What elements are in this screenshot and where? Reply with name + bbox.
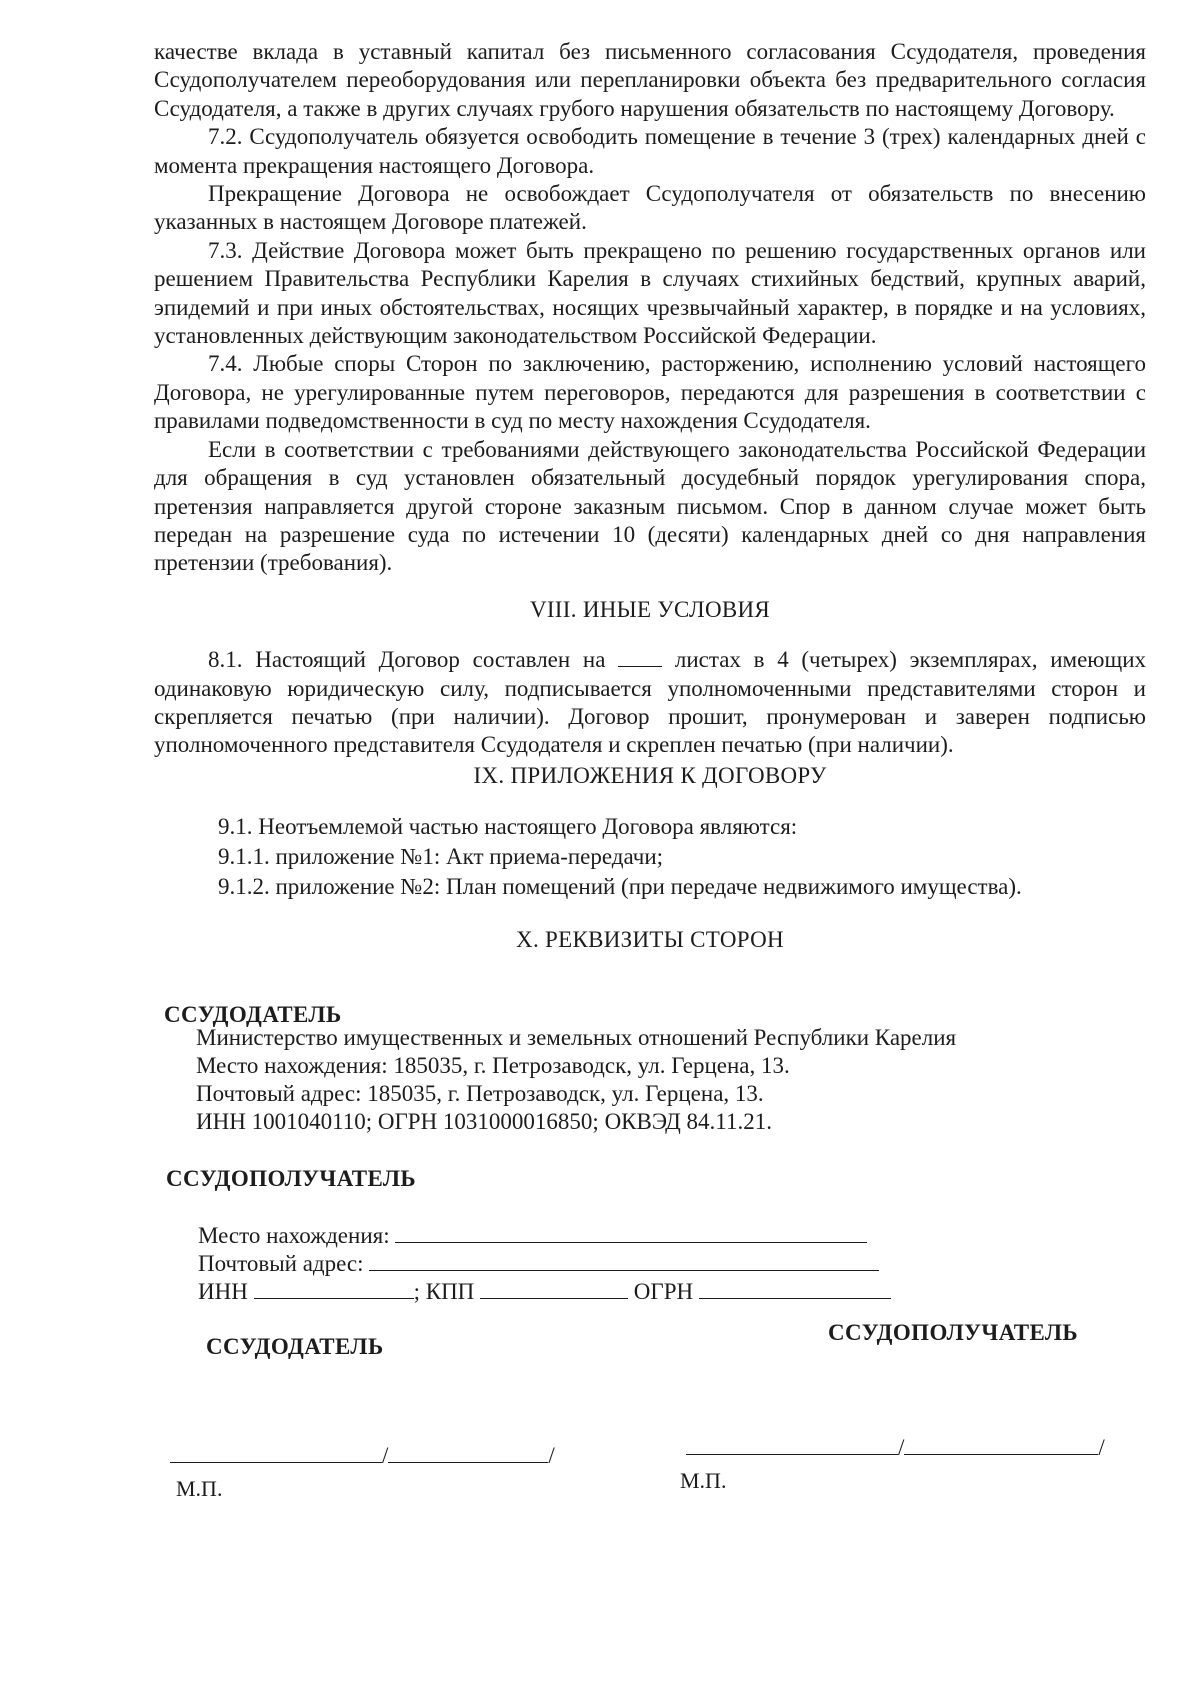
clause-9-1-1: 9.1.1. приложение №1: Акт приема-передачи; [218, 844, 664, 870]
lender-signature-end: / [548, 1443, 555, 1468]
clause-9-1: 9.1. Неотъемлемой частью настоящего Договора являются: [218, 814, 798, 840]
borrower-inn-line [254, 1278, 414, 1299]
borrower-postal-row [198, 1250, 891, 1278]
borrower-signature-separator: / [898, 1435, 905, 1460]
borrower-postal-line [369, 1250, 879, 1271]
borrower-kpp-line [480, 1278, 628, 1299]
clause-7-1-continuation: качестве вклада в уставный капитал без письменного согласования Ссудодателя, проведения Ссудополучателем переоборудования или перепланировки объекта без предварительного согласия Ссудодателя, а также в других случаях грубого нарушения обязательств по настоящему Договору. [154, 39, 1146, 121]
clause-7-2-note: Прекращение Договора не освобождает Ссудополучателя от обязательств по внесению указанных в настоящем Договоре платежей. [154, 181, 1146, 235]
clause-7-4-note: Если в соответствии с требованиями действующего законодательства Российской Федерации для обращения в суд установлен обязательный досудебный порядок урегулирования спора, претензия направляется другой стороне заказным письмом. Спор в данном случае может быть передан на разрешение суда по истечении 10 (десяти) календарных дней со дня направления претензии (требования). [154, 436, 1146, 576]
lender-postal-address: Почтовый адрес: 185035, г. Петрозаводск, ул. Герцена, 13. [196, 1081, 764, 1106]
section-heading-9: IX. ПРИЛОЖЕНИЯ К ДОГОВОРУ [473, 762, 827, 788]
borrower-inn-label: ИНН [198, 1279, 248, 1304]
clause-8-1-start: 8.1. Настоящий Договор составлен на [208, 647, 606, 673]
lender-location: Место нахождения: 185035, г. Петрозаводск, ул. Герцена, 13. [196, 1053, 790, 1078]
lender-title: ССУДОДАТЕЛЬ [164, 1002, 342, 1027]
lender-name: Министерство имущественных и земельных отношений Республики Карелия [196, 1025, 957, 1050]
lender-signature-field [170, 1440, 382, 1463]
sheet-count-blank [618, 648, 662, 667]
section-heading-8: VIII. ИНЫЕ УСЛОВИЯ [529, 596, 771, 622]
borrower-codes-row [198, 1278, 891, 1306]
signature-lender-title: ССУДОДАТЕЛЬ [206, 1334, 384, 1359]
borrower-signature-field [686, 1432, 898, 1455]
lender-requisites [196, 1024, 956, 1136]
lender-signature-line [170, 1440, 555, 1469]
signature-borrower-title: ССУДОПОЛУЧАТЕЛЬ [828, 1320, 1079, 1345]
clause-8-1 [154, 646, 1146, 760]
lender-signature-separator: / [382, 1443, 389, 1468]
borrower-name-field [904, 1432, 1098, 1455]
lender-name-field [388, 1440, 548, 1463]
borrower-requisites [198, 1222, 891, 1306]
borrower-location-row [198, 1222, 891, 1250]
section-heading-10: X. РЕКВИЗИТЫ СТОРОН [516, 927, 784, 953]
clause-9-1-2: 9.1.2. приложение №2: План помещений (при передаче недвижимого имущества). [218, 874, 1022, 900]
borrower-postal-label: Почтовый адрес: [198, 1251, 364, 1276]
clause-7-2: 7.2. Ссудополучатель обязуется освободить помещение в течение 3 (трех) календарных дней с момента прекращения настоящего Договора. [154, 124, 1146, 178]
clause-7-3: 7.3. Действие Договора может быть прекращено по решению государственных органов или решением Правительства Республики Карелия в случаях стихийных бедствий, крупных аварий, эпидемий и при иных обстоятельствах, носящих чрезвычайный характер, в порядке и на условиях, установленных действующим законодательством Российской Федерации. [154, 237, 1146, 349]
contract-body [154, 38, 1146, 977]
clause-8-1-end: листах в 4 (четырех) экземплярах, имеющих одинаковую юридическую силу, подписывается уполномоченными представителями сторон и скрепляется печатью (при наличии). Договор прошит, пронумерован и заверен подписью уполномоченного представителя Ссудодателя и скреплен печатью (при наличии). [154, 647, 1147, 758]
borrower-signature-end: / [1098, 1435, 1105, 1460]
borrower-signature-line [686, 1432, 1105, 1461]
borrower-kpp-label: ; КПП [413, 1279, 475, 1304]
borrower-ogrn-label: ОГРН [633, 1279, 694, 1304]
borrower-location-line [395, 1222, 867, 1243]
appendix-list [154, 812, 1146, 902]
borrower-location-label: Место нахождения: [198, 1223, 390, 1248]
borrower-title: ССУДОПОЛУЧАТЕЛЬ [166, 1166, 417, 1191]
lender-codes: ИНН 1001040110; ОГРН 1031000016850; ОКВЭД 84.11.21. [196, 1109, 772, 1134]
borrower-stamp-label: М.П. [680, 1468, 727, 1493]
clause-7-4: 7.4. Любые споры Сторон по заключению, расторжению, исполнению условий настоящего Договора, не урегулированные путем переговоров, передаются для разрешения в соответствии с правилами подведомственности в суд по месту нахождения Ссудодателя. [154, 351, 1146, 434]
borrower-ogrn-line [699, 1278, 891, 1299]
lender-stamp-label: М.П. [176, 1476, 223, 1501]
